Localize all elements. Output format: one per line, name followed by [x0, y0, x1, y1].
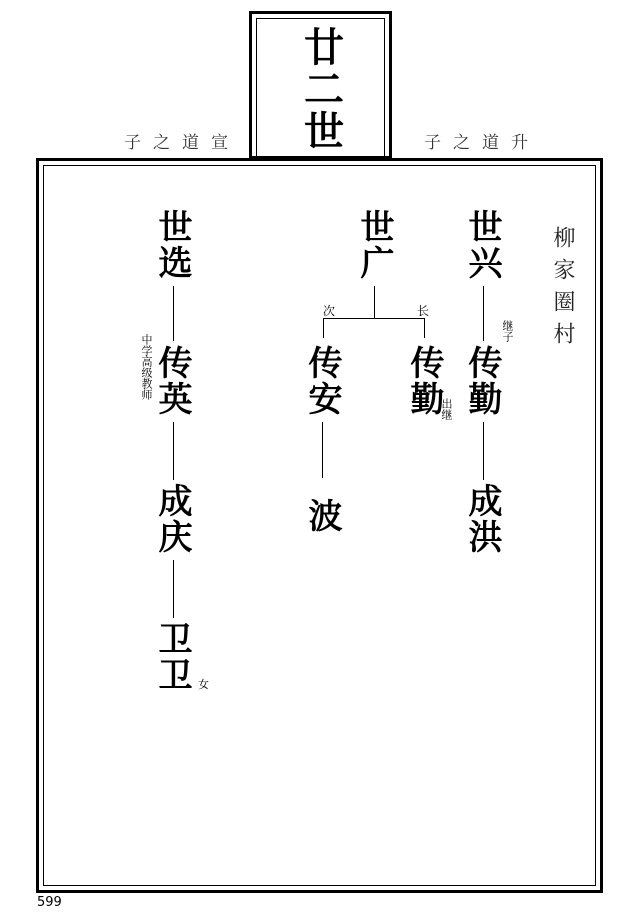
page-number: 599 — [37, 895, 62, 910]
person-shixuan: 世选 — [152, 209, 192, 281]
sibling-connector — [323, 318, 425, 319]
person-chuanqin-adopted: 传勤 — [462, 345, 502, 417]
connector-line — [173, 560, 174, 618]
generation-box — [249, 11, 392, 159]
connector-line — [424, 318, 425, 338]
person-shixing: 世兴 — [462, 209, 502, 281]
connector-line — [173, 422, 174, 480]
generation-title: 廿二世 — [297, 26, 345, 152]
note-female: 女 — [198, 678, 209, 691]
person-weiwei: 卫卫 — [152, 621, 192, 693]
person-chenghong: 成洪 — [462, 483, 502, 555]
connector-line — [173, 286, 174, 341]
note-adopted-out: 出继 — [440, 398, 453, 420]
connector-line — [323, 318, 324, 338]
person-shiguang: 世广 — [354, 209, 394, 281]
branch-label-left: 子之道宣 — [124, 133, 240, 153]
note-senior-teacher: 中学高级教师 — [140, 334, 153, 400]
person-chuanan: 传安 — [302, 345, 342, 417]
connector-line — [374, 286, 375, 318]
connector-line — [483, 286, 484, 341]
label-eldest-son: 长 — [417, 304, 430, 318]
person-chuanqin-birth: 传勤 — [404, 345, 444, 417]
note-adopted-son: 继子 — [501, 320, 514, 342]
connector-line — [322, 422, 323, 478]
person-bo: 波 — [302, 498, 342, 534]
person-chuanying: 传英 — [152, 345, 192, 417]
branch-label-right: 子之道升 — [424, 133, 540, 153]
connector-line — [483, 422, 484, 480]
village-name: 柳家圈村 — [550, 226, 575, 354]
person-chengqing: 成庆 — [152, 483, 192, 555]
label-second-son: 次 — [323, 304, 336, 318]
